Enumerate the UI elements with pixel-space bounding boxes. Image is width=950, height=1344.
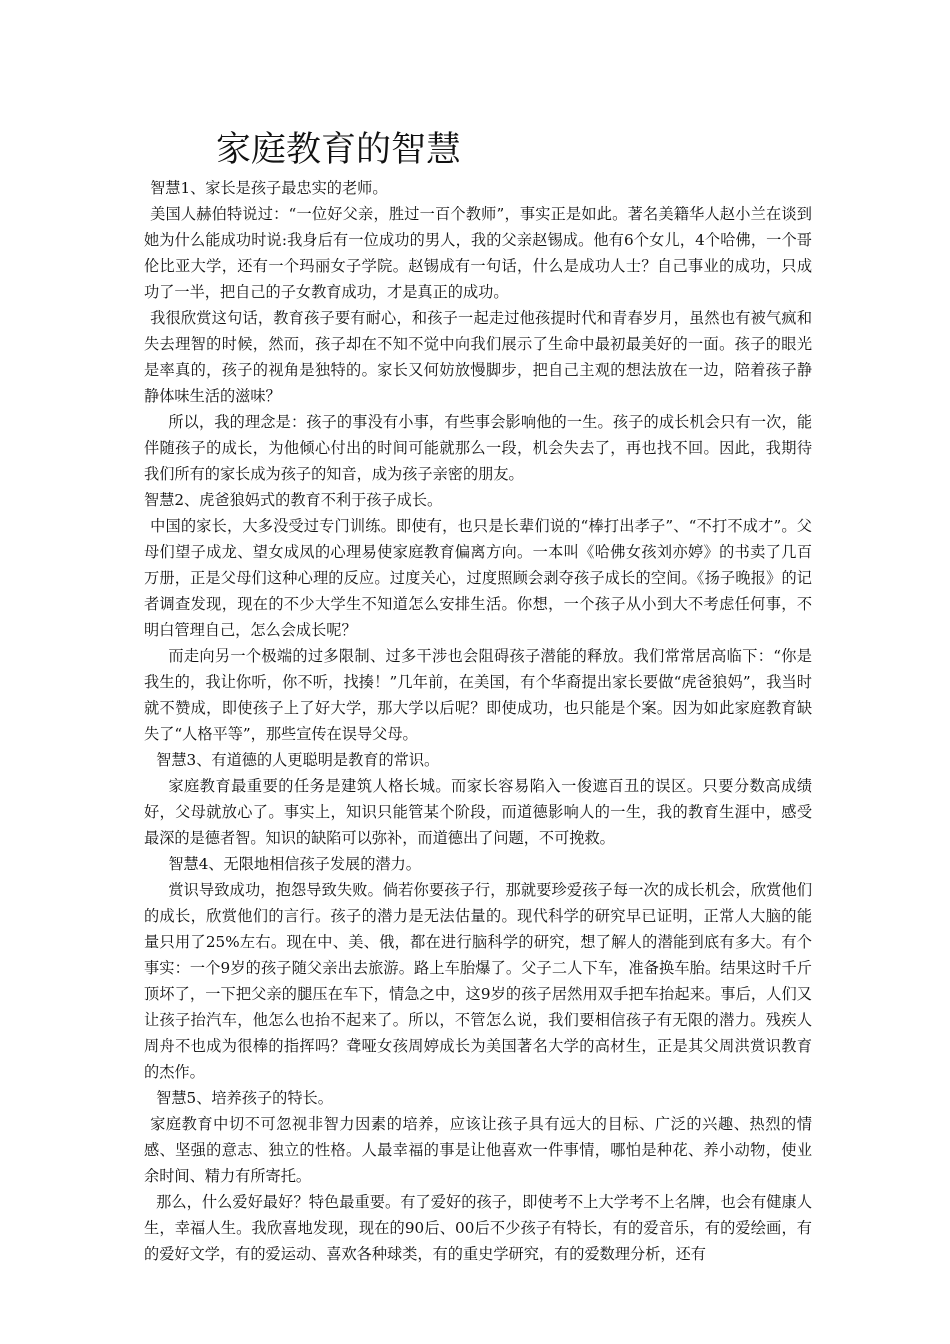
section-heading-3: 智慧3、有道德的人更聪明是教育的常识。	[156, 751, 440, 769]
paragraph: 所以，我的理念是：孩子的事没有小事，有些事会影响他的一生。孩子的成长机会只有一次，能伴随孩子的成长，为他倾心付出的时间可能就那么一段，机会失去了，再也找不回。因此，我期待我们所有的家长成为孩子的知音，成为孩子亲密的朋友。	[144, 413, 812, 483]
paragraph: 我很欣赏这句话，教育孩子要有耐心，和孩子一起走过他孩提时代和青春岁月，虽然也有被气疯和失去理智的时候，然而，孩子却在不知不觉中向我们展示了生命中最初最美好的一面。孩子的眼光是率真的，孩子的视角是独特的。家长又何妨放慢脚步，把自己主观的想法放在一边，陪着孩子静静体味生活的滋味？	[144, 309, 812, 405]
paragraph: 家庭教育最重要的任务是建筑人格长城。而家长容易陷入一俊遮百丑的误区。只要分数高成绩好，父母就放心了。事实上，知识只能管某个阶段，而道德影响人的一生，我的教育生涯中，感受最深的是德者智。知识的缺陷可以弥补，而道德出了问题，不可挽救。	[144, 777, 812, 847]
section-heading-4: 智慧4、无限地相信孩子发展的潜力。	[168, 855, 421, 873]
paragraph: 那么，什么爱好最好？特色最重要。有了爱好的孩子，即使考不上大学考不上名牌，也会有健康人生，幸福人生。我欣喜地发现，现在的90后、00后不少孩子有特长，有的爱音乐，有的爱绘画，有的爱好文学，有的爱运动、喜欢各种球类，有的重史学研究，有的爱数理分析，还有	[144, 1193, 812, 1263]
section-heading-5: 智慧5、培养孩子的特长。	[156, 1089, 333, 1107]
document-body	[144, 175, 812, 1267]
paragraph: 而走向另一个极端的过多限制、过多干涉也会阻碍孩子潜能的释放。我们常常居高临下：“你是我生的，我让你听，你不听，找揍！”几年前，在美国，有个华裔提出家长要做“虎爸狼妈”，我当时就不赞成，即使孩子上了好大学，那大学以后呢？即使成功，也只能是个案。因为如此家庭教育缺失了“人格平等”，那些宣传在误导父母。	[144, 647, 812, 743]
section-heading-2: 智慧2、虎爸狼妈式的教育不利于孩子成长。	[144, 491, 443, 509]
document-title: 家庭教育的智慧	[216, 130, 462, 170]
paragraph: 美国人赫伯特说过：“一位好父亲，胜过一百个教师”，事实正是如此。著名美籍华人赵小兰在谈到她为什么能成功时说:我身后有一位成功的男人，我的父亲赵锡成。他有6个女儿，4个哈佛，一个哥伦比亚大学，还有一个玛丽女子学院。赵锡成有一句话，什么是成功人士？自己事业的成功，只成功了一半，把自己的子女教育成功，才是真正的成功。	[144, 205, 812, 301]
paragraph: 家庭教育中切不可忽视非智力因素的培养，应该让孩子具有远大的目标、广泛的兴趣、热烈的情感、坚强的意志、独立的性格。人最幸福的事是让他喜欢一件事情，哪怕是种花、养小动物，使业余时间、精力有所寄托。	[144, 1115, 812, 1185]
paragraph: 中国的家长，大多没受过专门训练。即使有，也只是长辈们说的“棒打出孝子”、“不打不成才”。父母们望子成龙、望女成凤的心理易使家庭教育偏离方向。一本叫《哈佛女孩刘亦婷》的书卖了几百万册，正是父母们这种心理的反应。过度关心，过度照顾会剥夺孩子成长的空间。《扬子晚报》的记者调查发现，现在的不少大学生不知道怎么安排生活。你想，一个孩子从小到大不考虑任何事，不明白管理自己，怎么会成长呢？	[144, 517, 812, 639]
paragraph: 赏识导致成功，抱怨导致失败。倘若你要孩子行，那就要珍爱孩子每一次的成长机会，欣赏他们的成长，欣赏他们的言行。孩子的潜力是无法估量的。现代科学的研究早已证明，正常人大脑的能量只用了25%左右。现在中、美、俄，都在进行脑科学的研究，想了解人的潜能到底有多大。有个事实：一个9岁的孩子随父亲出去旅游。路上车胎爆了。父子二人下车，准备换车胎。结果这时千斤顶坏了，一下把父亲的腿压在车下，情急之中，这9岁的孩子居然用双手把车抬起来。事后，人们又让孩子抬汽车，他怎么也抬不起来了。所以，不管怎么说，我们要相信孩子有无限的潜力。残疾人周舟不也成为很棒的指挥吗？聋哑女孩周婷成长为美国著名大学的高材生，正是其父周洪赏识教育的杰作。	[144, 881, 812, 1081]
section-heading-1: 智慧1、家长是孩子最忠实的老师。	[150, 179, 388, 197]
